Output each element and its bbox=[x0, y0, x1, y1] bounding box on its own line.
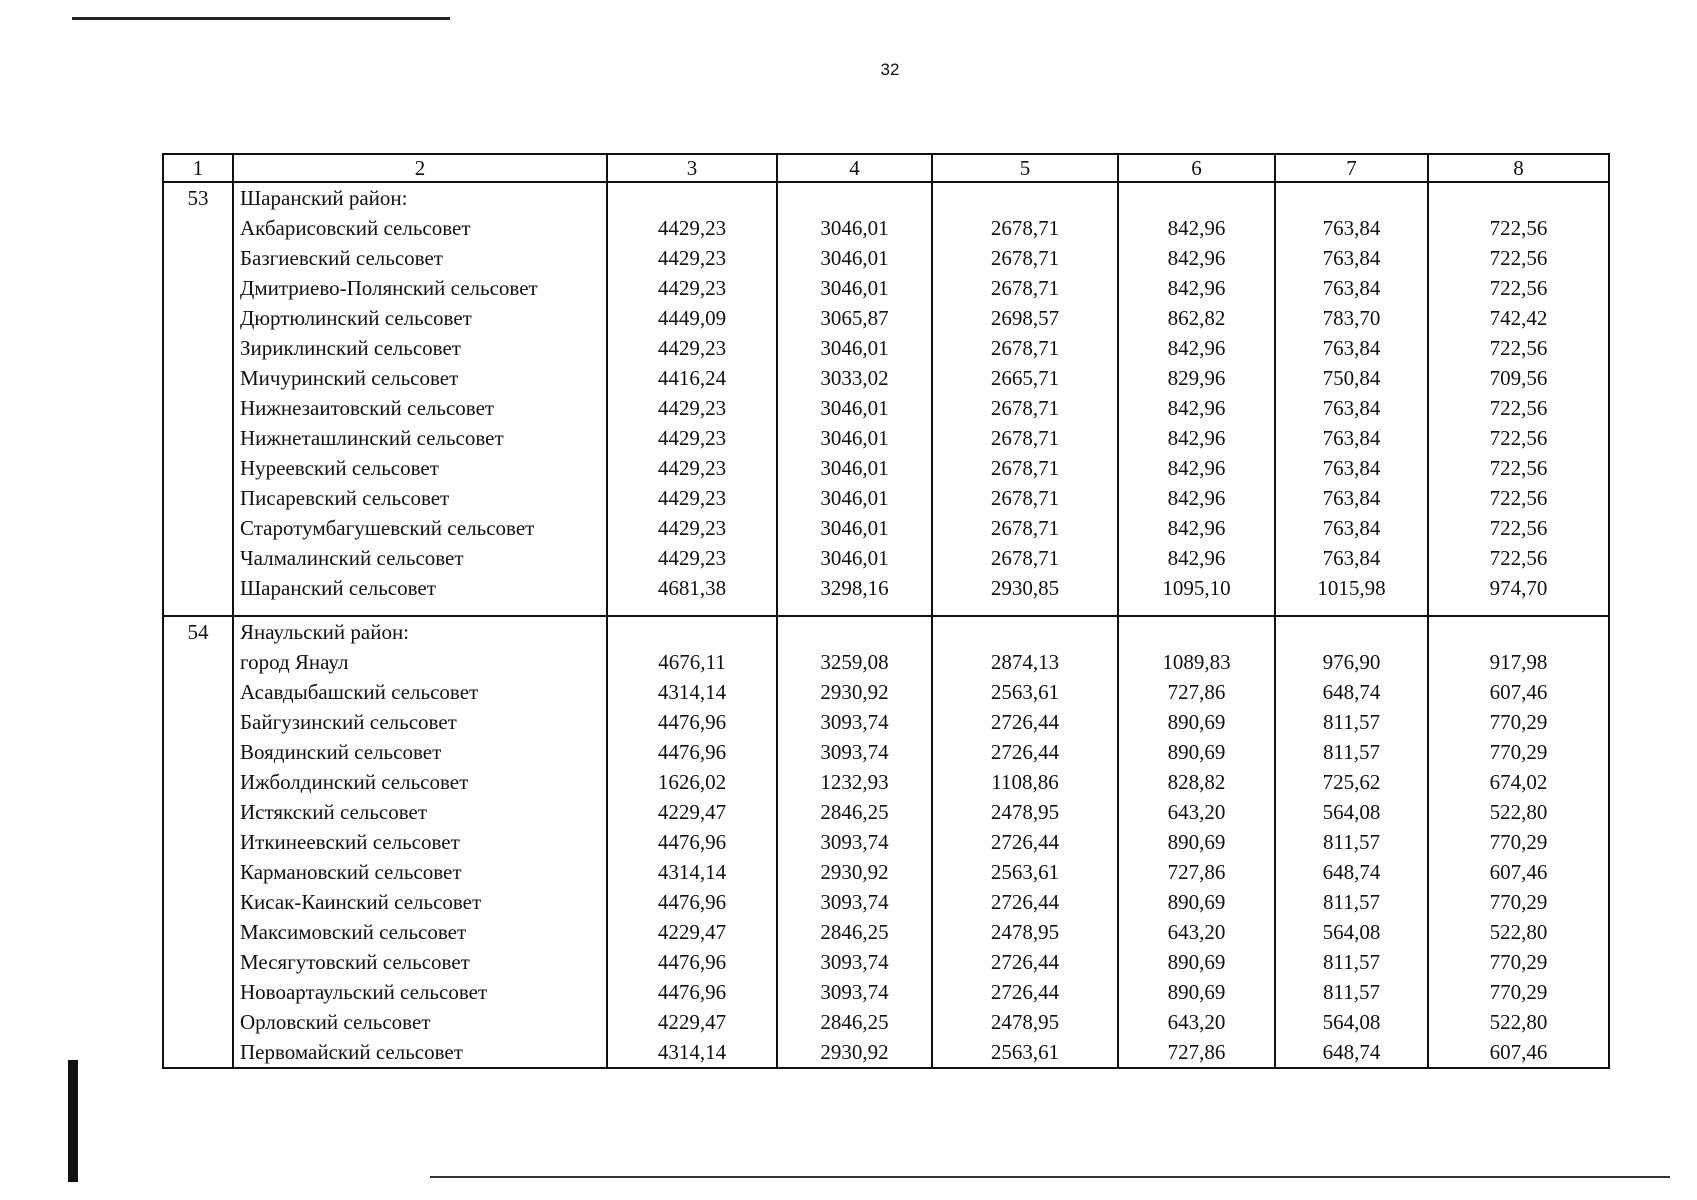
settlement-name: Нижнезаитовский сельсовет bbox=[233, 393, 607, 423]
spacer-row bbox=[163, 603, 1609, 616]
empty-cell bbox=[1275, 182, 1428, 213]
value-cell: 607,46 bbox=[1428, 1037, 1609, 1068]
value-cell: 522,80 bbox=[1428, 797, 1609, 827]
value-cell: 643,20 bbox=[1118, 917, 1275, 947]
table-row bbox=[163, 543, 1609, 573]
column-header: 8 bbox=[1428, 154, 1609, 182]
settlement-name: Старотумбагушевский сельсовет bbox=[233, 513, 607, 543]
value-cell: 2678,71 bbox=[932, 273, 1118, 303]
value-cell: 2678,71 bbox=[932, 543, 1118, 573]
column-header: 6 bbox=[1118, 154, 1275, 182]
settlement-name: Базгиевский сельсовет bbox=[233, 243, 607, 273]
value-cell: 725,62 bbox=[1275, 767, 1428, 797]
value-cell: 890,69 bbox=[1118, 887, 1275, 917]
settlement-name: Новоартаульский сельсовет bbox=[233, 977, 607, 1007]
value-cell: 1232,93 bbox=[777, 767, 932, 797]
value-cell: 4229,47 bbox=[607, 1007, 777, 1037]
table-row bbox=[163, 917, 1609, 947]
table-row bbox=[163, 797, 1609, 827]
value-cell: 2698,57 bbox=[932, 303, 1118, 333]
settlement-name: Месягутовский сельсовет bbox=[233, 947, 607, 977]
empty-cell bbox=[1428, 603, 1609, 616]
value-cell: 2726,44 bbox=[932, 737, 1118, 767]
value-cell: 4449,09 bbox=[607, 303, 777, 333]
value-cell: 3046,01 bbox=[777, 243, 932, 273]
value-cell: 2478,95 bbox=[932, 797, 1118, 827]
settlement-name: город Янаул bbox=[233, 647, 607, 677]
value-cell: 643,20 bbox=[1118, 1007, 1275, 1037]
value-cell: 1108,86 bbox=[932, 767, 1118, 797]
table-row bbox=[163, 887, 1609, 917]
value-cell: 2678,71 bbox=[932, 213, 1118, 243]
section-title-row bbox=[163, 616, 1609, 647]
value-cell: 4429,23 bbox=[607, 513, 777, 543]
value-cell: 842,96 bbox=[1118, 243, 1275, 273]
section-number: 54 bbox=[163, 616, 233, 647]
value-cell: 722,56 bbox=[1428, 483, 1609, 513]
value-cell: 4476,96 bbox=[607, 827, 777, 857]
settlement-name: Дюртюлинский сельсовет bbox=[233, 303, 607, 333]
value-cell: 770,29 bbox=[1428, 707, 1609, 737]
number-cell bbox=[163, 977, 233, 1007]
value-cell: 522,80 bbox=[1428, 917, 1609, 947]
value-cell: 1015,98 bbox=[1275, 573, 1428, 603]
table-row bbox=[163, 363, 1609, 393]
value-cell: 648,74 bbox=[1275, 1037, 1428, 1068]
value-cell: 890,69 bbox=[1118, 827, 1275, 857]
value-cell: 3046,01 bbox=[777, 453, 932, 483]
value-cell: 3065,87 bbox=[777, 303, 932, 333]
value-cell: 770,29 bbox=[1428, 977, 1609, 1007]
value-cell: 4476,96 bbox=[607, 887, 777, 917]
value-cell: 2478,95 bbox=[932, 917, 1118, 947]
table-row bbox=[163, 303, 1609, 333]
value-cell: 2678,71 bbox=[932, 453, 1118, 483]
value-cell: 3046,01 bbox=[777, 333, 932, 363]
settlement-name: Мичуринский сельсовет bbox=[233, 363, 607, 393]
value-cell: 2846,25 bbox=[777, 917, 932, 947]
table-row bbox=[163, 857, 1609, 887]
table-row bbox=[163, 707, 1609, 737]
empty-cell bbox=[233, 603, 607, 616]
value-cell: 4429,23 bbox=[607, 333, 777, 363]
value-cell: 763,84 bbox=[1275, 483, 1428, 513]
empty-cell bbox=[932, 616, 1118, 647]
value-cell: 811,57 bbox=[1275, 947, 1428, 977]
empty-cell bbox=[777, 616, 932, 647]
value-cell: 4429,23 bbox=[607, 243, 777, 273]
value-cell: 722,56 bbox=[1428, 273, 1609, 303]
empty-cell bbox=[1118, 616, 1275, 647]
table-row bbox=[163, 453, 1609, 483]
value-cell: 811,57 bbox=[1275, 827, 1428, 857]
value-cell: 2726,44 bbox=[932, 977, 1118, 1007]
value-cell: 974,70 bbox=[1428, 573, 1609, 603]
table-row bbox=[163, 573, 1609, 603]
value-cell: 3046,01 bbox=[777, 213, 932, 243]
value-cell: 917,98 bbox=[1428, 647, 1609, 677]
table-row bbox=[163, 213, 1609, 243]
number-cell bbox=[163, 857, 233, 887]
bottom-rule bbox=[430, 1176, 1670, 1178]
column-header: 3 bbox=[607, 154, 777, 182]
table-row bbox=[163, 1007, 1609, 1037]
empty-cell bbox=[1428, 616, 1609, 647]
number-cell bbox=[163, 947, 233, 977]
value-cell: 976,90 bbox=[1275, 647, 1428, 677]
value-cell: 3046,01 bbox=[777, 483, 932, 513]
empty-cell bbox=[1275, 603, 1428, 616]
value-cell: 890,69 bbox=[1118, 707, 1275, 737]
settlement-name: Нуреевский сельсовет bbox=[233, 453, 607, 483]
value-cell: 4429,23 bbox=[607, 393, 777, 423]
table-row bbox=[163, 393, 1609, 423]
value-cell: 2930,92 bbox=[777, 857, 932, 887]
value-cell: 783,70 bbox=[1275, 303, 1428, 333]
column-header: 5 bbox=[932, 154, 1118, 182]
value-cell: 3033,02 bbox=[777, 363, 932, 393]
value-cell: 2930,92 bbox=[777, 1037, 932, 1068]
settlement-name: Шаранский сельсовет bbox=[233, 573, 607, 603]
column-header: 4 bbox=[777, 154, 932, 182]
value-cell: 811,57 bbox=[1275, 977, 1428, 1007]
column-header: 1 bbox=[163, 154, 233, 182]
value-cell: 2726,44 bbox=[932, 887, 1118, 917]
value-cell: 607,46 bbox=[1428, 857, 1609, 887]
left-margin-bar bbox=[68, 1060, 78, 1182]
number-cell bbox=[163, 513, 233, 543]
value-cell: 3046,01 bbox=[777, 513, 932, 543]
value-cell: 763,84 bbox=[1275, 213, 1428, 243]
number-cell bbox=[163, 483, 233, 513]
value-cell: 842,96 bbox=[1118, 543, 1275, 573]
value-cell: 2563,61 bbox=[932, 677, 1118, 707]
value-cell: 842,96 bbox=[1118, 453, 1275, 483]
value-cell: 811,57 bbox=[1275, 887, 1428, 917]
value-cell: 4676,11 bbox=[607, 647, 777, 677]
table-row bbox=[163, 737, 1609, 767]
number-cell bbox=[163, 393, 233, 423]
value-cell: 722,56 bbox=[1428, 423, 1609, 453]
value-cell: 2678,71 bbox=[932, 243, 1118, 273]
empty-cell bbox=[1428, 182, 1609, 213]
value-cell: 4429,23 bbox=[607, 273, 777, 303]
value-cell: 4314,14 bbox=[607, 1037, 777, 1068]
table-row bbox=[163, 647, 1609, 677]
value-cell: 2478,95 bbox=[932, 1007, 1118, 1037]
value-cell: 763,84 bbox=[1275, 333, 1428, 363]
value-cell: 842,96 bbox=[1118, 423, 1275, 453]
value-cell: 890,69 bbox=[1118, 737, 1275, 767]
value-cell: 3093,74 bbox=[777, 707, 932, 737]
settlement-name: Максимовский сельсовет bbox=[233, 917, 607, 947]
value-cell: 770,29 bbox=[1428, 827, 1609, 857]
value-cell: 2930,85 bbox=[932, 573, 1118, 603]
value-cell: 727,86 bbox=[1118, 857, 1275, 887]
number-cell bbox=[163, 333, 233, 363]
value-cell: 727,86 bbox=[1118, 1037, 1275, 1068]
table-row bbox=[163, 423, 1609, 453]
table-row bbox=[163, 977, 1609, 1007]
value-cell: 770,29 bbox=[1428, 887, 1609, 917]
number-cell bbox=[163, 273, 233, 303]
value-cell: 2846,25 bbox=[777, 797, 932, 827]
value-cell: 763,84 bbox=[1275, 243, 1428, 273]
value-cell: 2563,61 bbox=[932, 1037, 1118, 1068]
value-cell: 4429,23 bbox=[607, 213, 777, 243]
empty-cell bbox=[932, 182, 1118, 213]
value-cell: 763,84 bbox=[1275, 273, 1428, 303]
value-cell: 829,96 bbox=[1118, 363, 1275, 393]
value-cell: 828,82 bbox=[1118, 767, 1275, 797]
empty-cell bbox=[777, 182, 932, 213]
value-cell: 1095,10 bbox=[1118, 573, 1275, 603]
number-cell bbox=[163, 1007, 233, 1037]
value-cell: 842,96 bbox=[1118, 273, 1275, 303]
section-title-row bbox=[163, 182, 1609, 213]
value-cell: 3093,74 bbox=[777, 977, 932, 1007]
settlement-name: Дмитриево-Полянский сельсовет bbox=[233, 273, 607, 303]
settlement-name: Байгузинский сельсовет bbox=[233, 707, 607, 737]
empty-cell bbox=[163, 603, 233, 616]
value-cell: 674,02 bbox=[1428, 767, 1609, 797]
section-title: Шаранский район: bbox=[233, 182, 607, 213]
table-row bbox=[163, 273, 1609, 303]
table-row bbox=[163, 677, 1609, 707]
column-header: 7 bbox=[1275, 154, 1428, 182]
value-cell: 3046,01 bbox=[777, 273, 932, 303]
table-row bbox=[163, 767, 1609, 797]
number-cell bbox=[163, 737, 233, 767]
value-cell: 522,80 bbox=[1428, 1007, 1609, 1037]
value-cell: 4229,47 bbox=[607, 797, 777, 827]
value-cell: 1089,83 bbox=[1118, 647, 1275, 677]
settlement-name: Чалмалинский сельсовет bbox=[233, 543, 607, 573]
value-cell: 564,08 bbox=[1275, 797, 1428, 827]
number-cell bbox=[163, 1037, 233, 1068]
value-cell: 2930,92 bbox=[777, 677, 932, 707]
value-cell: 2678,71 bbox=[932, 483, 1118, 513]
value-cell: 842,96 bbox=[1118, 213, 1275, 243]
settlement-name: Асавдыбашский сельсовет bbox=[233, 677, 607, 707]
value-cell: 2874,13 bbox=[932, 647, 1118, 677]
value-cell: 722,56 bbox=[1428, 243, 1609, 273]
value-cell: 3093,74 bbox=[777, 827, 932, 857]
value-cell: 763,84 bbox=[1275, 393, 1428, 423]
settlement-name: Акбарисовский сельсовет bbox=[233, 213, 607, 243]
section-number: 53 bbox=[163, 182, 233, 213]
empty-cell bbox=[1118, 182, 1275, 213]
value-cell: 811,57 bbox=[1275, 707, 1428, 737]
value-cell: 4416,24 bbox=[607, 363, 777, 393]
value-cell: 2665,71 bbox=[932, 363, 1118, 393]
settlement-name: Кармановский сельсовет bbox=[233, 857, 607, 887]
value-cell: 2678,71 bbox=[932, 393, 1118, 423]
number-cell bbox=[163, 303, 233, 333]
value-cell: 763,84 bbox=[1275, 453, 1428, 483]
settlement-name: Кисак-Каинский сельсовет bbox=[233, 887, 607, 917]
value-cell: 2726,44 bbox=[932, 947, 1118, 977]
value-cell: 2563,61 bbox=[932, 857, 1118, 887]
value-cell: 3046,01 bbox=[777, 393, 932, 423]
value-cell: 3046,01 bbox=[777, 423, 932, 453]
table-row bbox=[163, 513, 1609, 543]
value-cell: 2846,25 bbox=[777, 1007, 932, 1037]
table-row bbox=[163, 243, 1609, 273]
top-rule bbox=[72, 17, 450, 20]
number-cell bbox=[163, 767, 233, 797]
number-cell bbox=[163, 707, 233, 737]
number-cell bbox=[163, 677, 233, 707]
value-cell: 890,69 bbox=[1118, 977, 1275, 1007]
empty-cell bbox=[932, 603, 1118, 616]
number-cell bbox=[163, 573, 233, 603]
value-cell: 3093,74 bbox=[777, 737, 932, 767]
settlement-name: Писаревский сельсовет bbox=[233, 483, 607, 513]
table-row bbox=[163, 333, 1609, 363]
settlement-name: Иткинеевский сельсовет bbox=[233, 827, 607, 857]
table-row bbox=[163, 947, 1609, 977]
value-cell: 727,86 bbox=[1118, 677, 1275, 707]
value-cell: 1626,02 bbox=[607, 767, 777, 797]
empty-cell bbox=[1275, 616, 1428, 647]
column-header: 2 bbox=[233, 154, 607, 182]
value-cell: 643,20 bbox=[1118, 797, 1275, 827]
number-cell bbox=[163, 213, 233, 243]
value-cell: 722,56 bbox=[1428, 543, 1609, 573]
number-cell bbox=[163, 453, 233, 483]
value-cell: 3046,01 bbox=[777, 543, 932, 573]
value-cell: 607,46 bbox=[1428, 677, 1609, 707]
section-title: Янаульский район: bbox=[233, 616, 607, 647]
value-cell: 890,69 bbox=[1118, 947, 1275, 977]
empty-cell bbox=[777, 603, 932, 616]
value-cell: 722,56 bbox=[1428, 453, 1609, 483]
value-cell: 763,84 bbox=[1275, 513, 1428, 543]
value-cell: 770,29 bbox=[1428, 947, 1609, 977]
empty-cell bbox=[1118, 603, 1275, 616]
value-cell: 763,84 bbox=[1275, 543, 1428, 573]
value-cell: 2726,44 bbox=[932, 707, 1118, 737]
value-cell: 742,42 bbox=[1428, 303, 1609, 333]
value-cell: 770,29 bbox=[1428, 737, 1609, 767]
value-cell: 4681,38 bbox=[607, 573, 777, 603]
settlement-name: Нижнеташлинский сельсовет bbox=[233, 423, 607, 453]
value-cell: 842,96 bbox=[1118, 483, 1275, 513]
settlement-name: Ижболдинский сельсовет bbox=[233, 767, 607, 797]
value-cell: 4476,96 bbox=[607, 737, 777, 767]
value-cell: 3259,08 bbox=[777, 647, 932, 677]
value-cell: 709,56 bbox=[1428, 363, 1609, 393]
value-cell: 722,56 bbox=[1428, 333, 1609, 363]
table-row bbox=[163, 827, 1609, 857]
number-cell bbox=[163, 423, 233, 453]
empty-cell bbox=[607, 616, 777, 647]
number-cell bbox=[163, 543, 233, 573]
settlement-name: Первомайский сельсовет bbox=[233, 1037, 607, 1068]
value-cell: 648,74 bbox=[1275, 677, 1428, 707]
value-cell: 722,56 bbox=[1428, 513, 1609, 543]
value-cell: 2678,71 bbox=[932, 513, 1118, 543]
value-cell: 750,84 bbox=[1275, 363, 1428, 393]
value-cell: 811,57 bbox=[1275, 737, 1428, 767]
value-cell: 2678,71 bbox=[932, 423, 1118, 453]
number-cell bbox=[163, 243, 233, 273]
value-cell: 4429,23 bbox=[607, 483, 777, 513]
value-cell: 842,96 bbox=[1118, 333, 1275, 363]
empty-cell bbox=[607, 603, 777, 616]
value-cell: 3093,74 bbox=[777, 887, 932, 917]
value-cell: 4429,23 bbox=[607, 543, 777, 573]
value-cell: 842,96 bbox=[1118, 513, 1275, 543]
number-cell bbox=[163, 887, 233, 917]
value-cell: 4314,14 bbox=[607, 857, 777, 887]
number-cell bbox=[163, 827, 233, 857]
settlement-name: Воядинский сельсовет bbox=[233, 737, 607, 767]
value-cell: 648,74 bbox=[1275, 857, 1428, 887]
table-row bbox=[163, 483, 1609, 513]
value-cell: 564,08 bbox=[1275, 1007, 1428, 1037]
value-cell: 2678,71 bbox=[932, 333, 1118, 363]
settlement-name: Орловский сельсовет bbox=[233, 1007, 607, 1037]
value-cell: 862,82 bbox=[1118, 303, 1275, 333]
value-cell: 4476,96 bbox=[607, 977, 777, 1007]
data-table bbox=[162, 153, 1610, 1069]
number-cell bbox=[163, 363, 233, 393]
value-cell: 564,08 bbox=[1275, 917, 1428, 947]
table-row bbox=[163, 1037, 1609, 1068]
value-cell: 763,84 bbox=[1275, 423, 1428, 453]
value-cell: 842,96 bbox=[1118, 393, 1275, 423]
value-cell: 4314,14 bbox=[607, 677, 777, 707]
value-cell: 722,56 bbox=[1428, 213, 1609, 243]
value-cell: 3093,74 bbox=[777, 947, 932, 977]
value-cell: 722,56 bbox=[1428, 393, 1609, 423]
value-cell: 4429,23 bbox=[607, 423, 777, 453]
settlement-name: Истякский сельсовет bbox=[233, 797, 607, 827]
number-cell bbox=[163, 917, 233, 947]
page-number: 32 bbox=[880, 60, 900, 79]
settlement-name: Зириклинский сельсовет bbox=[233, 333, 607, 363]
number-cell bbox=[163, 797, 233, 827]
value-cell: 4476,96 bbox=[607, 947, 777, 977]
value-cell: 4429,23 bbox=[607, 453, 777, 483]
value-cell: 3298,16 bbox=[777, 573, 932, 603]
value-cell: 4476,96 bbox=[607, 707, 777, 737]
value-cell: 2726,44 bbox=[932, 827, 1118, 857]
empty-cell bbox=[607, 182, 777, 213]
header-row bbox=[163, 154, 1609, 182]
number-cell bbox=[163, 647, 233, 677]
value-cell: 4229,47 bbox=[607, 917, 777, 947]
